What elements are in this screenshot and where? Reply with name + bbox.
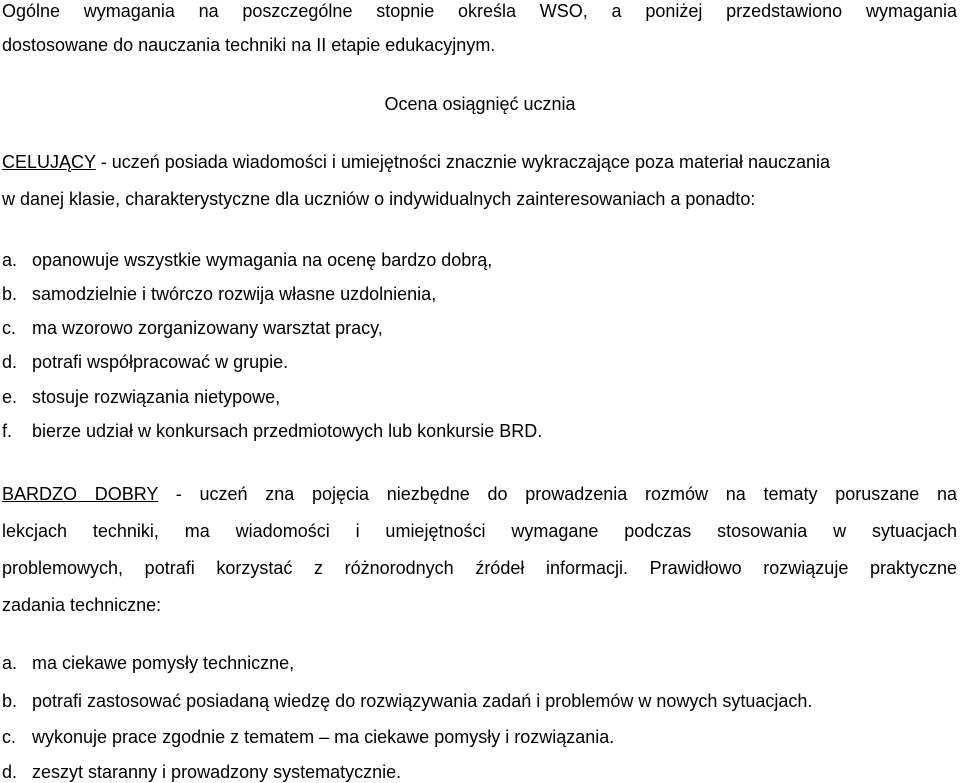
list-marker: b.: [2, 691, 18, 711]
list-marker: a.: [2, 653, 18, 673]
list-marker: d.: [2, 352, 18, 372]
list-item: [2, 420, 542, 442]
bardzo-dobry-line-1: [2, 483, 957, 505]
list-item: [2, 386, 280, 408]
bardzo-dobry-line-4: zadania techniczne:: [2, 595, 162, 615]
list-item-text: samodzielnie i twórczo rozwija własne uzdolnienia,: [32, 284, 437, 304]
list-item-text: potrafi współpracować w grupie.: [32, 352, 289, 372]
list-item: [2, 726, 614, 748]
list-item: [2, 690, 812, 712]
list-item-text: ma ciekawe pomysły techniczne,: [32, 653, 295, 673]
bardzo-dobry-description-start: - uczeń zna pojęcia niezbędne do prowadzenia rozmów na tematy poruszane na: [158, 484, 957, 504]
list-item-text: wykonuje prace zgodnie z tematem – ma ciekawe pomysły i rozwiązania.: [32, 727, 615, 747]
list-marker: d.: [2, 762, 18, 782]
list-marker: a.: [2, 250, 18, 270]
celujacy-description-start: - uczeń posiada wiadomości i umiejętności znacznie wykraczające poza materiał nauczania: [95, 152, 831, 172]
list-marker: e.: [2, 387, 18, 407]
grade-bardzo-dobry: BARDZO DOBRY: [2, 484, 159, 504]
list-marker: c.: [2, 727, 17, 747]
list-item-text: bierze udział w konkursach przedmiotowych lub konkursie BRD.: [32, 421, 543, 441]
list-item-text: ma wzorowo zorganizowany warsztat pracy,: [32, 318, 383, 338]
list-item-text: stosuje rozwiązania nietypowe,: [32, 387, 281, 407]
list-item: [2, 761, 401, 783]
list-item-text: opanowuje wszystkie wymagania na ocenę bardzo dobrą,: [32, 250, 493, 270]
list-item: [2, 249, 492, 271]
celujacy-line-1: [2, 151, 830, 173]
list-item: [2, 317, 383, 339]
bardzo-dobry-line-3: problemowych, potrafi korzystać z różnorodnych źródeł informacji. Prawidłowo rozwiązuje praktyczne: [2, 558, 957, 578]
section-heading: Ocena osiągnięć ucznia: [384, 94, 576, 114]
celujacy-line-2: w danej klasie, charakterystyczne dla uczniów o indywidualnych zainteresowaniach a ponadto:: [2, 189, 756, 209]
list-item: [2, 283, 436, 305]
intro-line-2: dostosowane do nauczania techniki na II etapie edukacyjnym.: [2, 35, 496, 55]
bardzo-dobry-line-2: lekcjach techniki, ma wiadomości i umiejętności wymagane podczas stosowania w sytuacjach: [2, 521, 957, 541]
list-item: [2, 652, 294, 674]
list-item-text: potrafi zastosować posiadaną wiedzę do rozwiązywania zadań i problemów w nowych sytuacjach.: [32, 691, 813, 711]
list-marker: f.: [2, 421, 13, 441]
list-marker: b.: [2, 284, 18, 304]
list-item-text: zeszyt staranny i prowadzony systematycznie.: [32, 762, 402, 782]
list-marker: c.: [2, 318, 17, 338]
grade-celujacy: CELUJĄCY: [2, 152, 96, 172]
list-item: [2, 351, 288, 373]
intro-line-1: Ogólne wymagania na poszczególne stopnie określa WSO, a poniżej przedstawiono wymagania: [2, 1, 957, 21]
